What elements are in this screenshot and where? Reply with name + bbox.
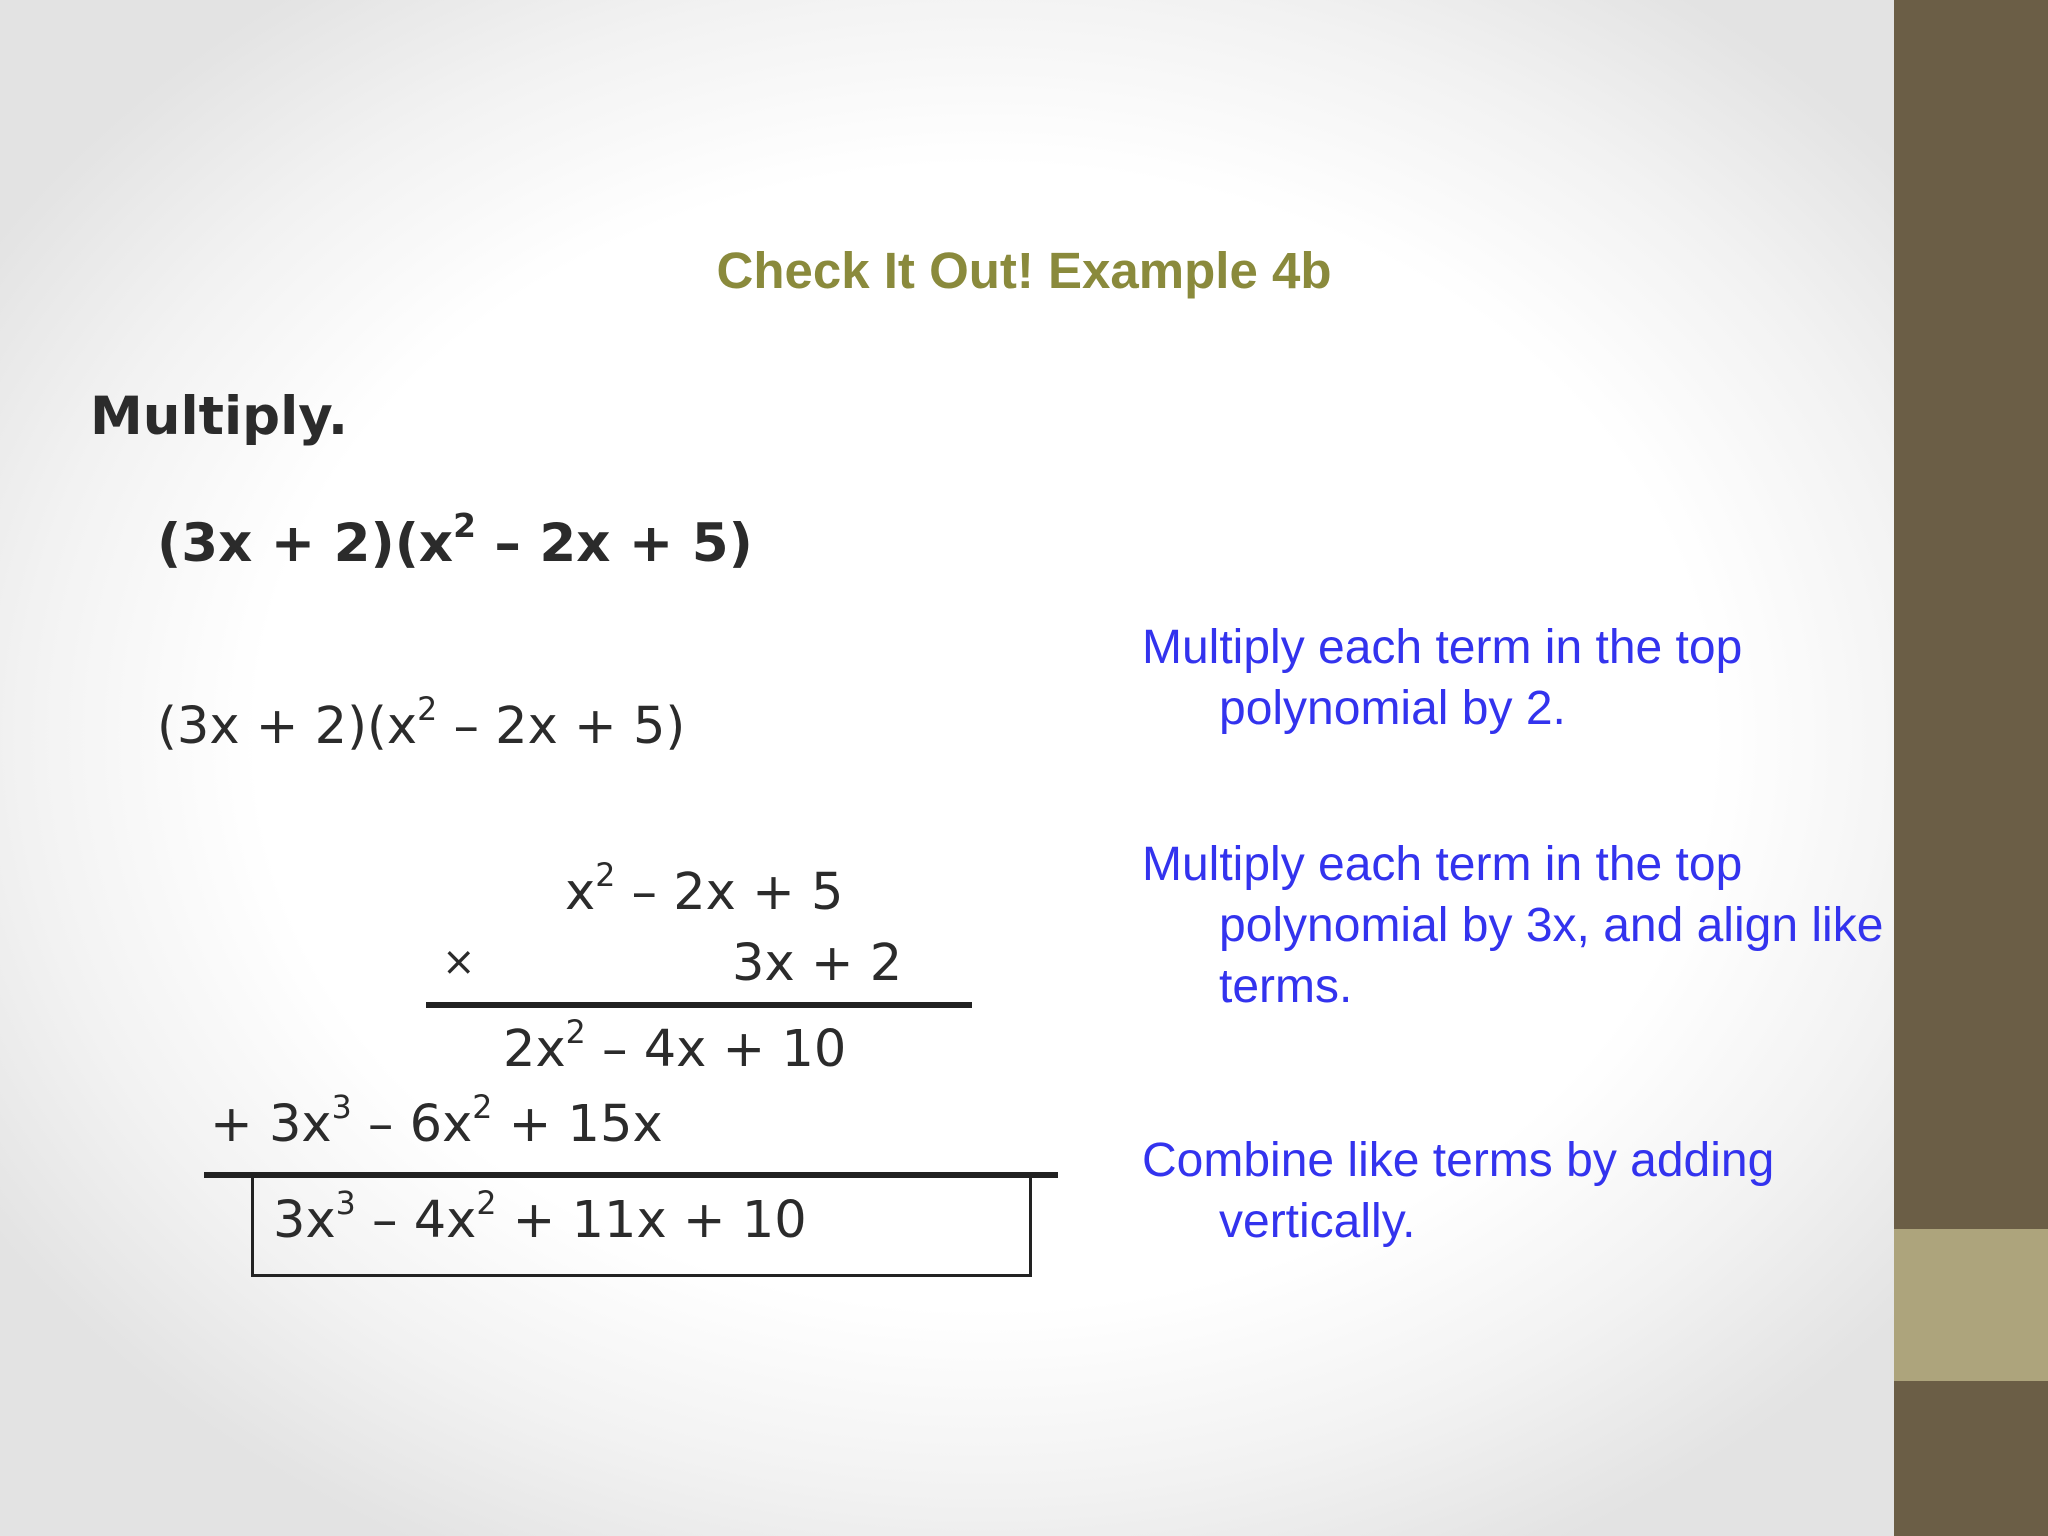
result-part-a: 3x xyxy=(273,1191,336,1250)
partial-3x-part-c: + 15x xyxy=(492,1095,663,1154)
top-poly-part-a: x xyxy=(565,863,596,922)
top-poly-exponent: 2 xyxy=(595,858,616,895)
problem-exponent: 2 xyxy=(453,506,476,546)
slide-title: Check It Out! Example 4b xyxy=(716,242,1332,299)
result-part-c: + 11x + 10 xyxy=(496,1191,807,1250)
restated-exponent: 2 xyxy=(417,692,438,729)
partial-product-by-3x xyxy=(210,1090,663,1156)
partial-2-part-b: – 4x + 10 xyxy=(585,1020,847,1079)
bottom-polynomial: 3x + 2 xyxy=(732,934,903,993)
result-exponent-1: 3 xyxy=(335,1186,356,1223)
step-note-combine-like-terms: Combine like terms by adding vertically. xyxy=(1142,1134,1775,1248)
partial-3x-exponent-2: 2 xyxy=(472,1090,493,1127)
product-rule-line xyxy=(426,1002,972,1008)
step-note-multiply-by-2: Multiply each term in the top polynomial by 2. xyxy=(1142,621,1743,735)
step-note-multiply-by-3x: Multiply each term in the top polynomial by 3x, and align like terms. xyxy=(1142,838,1884,1013)
final-answer xyxy=(273,1186,807,1252)
problem-expression xyxy=(157,506,753,577)
result-part-b: – 4x xyxy=(355,1191,477,1250)
instruction-text: Multiply. xyxy=(90,386,349,447)
partial-2-part-a: 2x xyxy=(503,1020,566,1079)
partial-3x-part-a: + 3x xyxy=(210,1095,332,1154)
partial-3x-part-b: – 6x xyxy=(351,1095,473,1154)
top-polynomial xyxy=(565,858,844,924)
partial-product-by-2 xyxy=(503,1015,847,1081)
problem-part-b: – 2x + 5) xyxy=(475,513,753,574)
multiplication-sign: × xyxy=(442,939,476,985)
problem-part-a: (3x + 2)(x xyxy=(157,513,454,574)
top-poly-part-b: – 2x + 5 xyxy=(615,863,844,922)
restated-part-b: – 2x + 5) xyxy=(437,697,686,756)
restated-part-a: (3x + 2)(x xyxy=(157,697,418,756)
partial-2-exponent: 2 xyxy=(565,1015,586,1052)
restated-problem-expression xyxy=(157,692,686,759)
result-exponent-2: 2 xyxy=(476,1186,497,1223)
partial-3x-exponent-1: 3 xyxy=(331,1090,352,1127)
